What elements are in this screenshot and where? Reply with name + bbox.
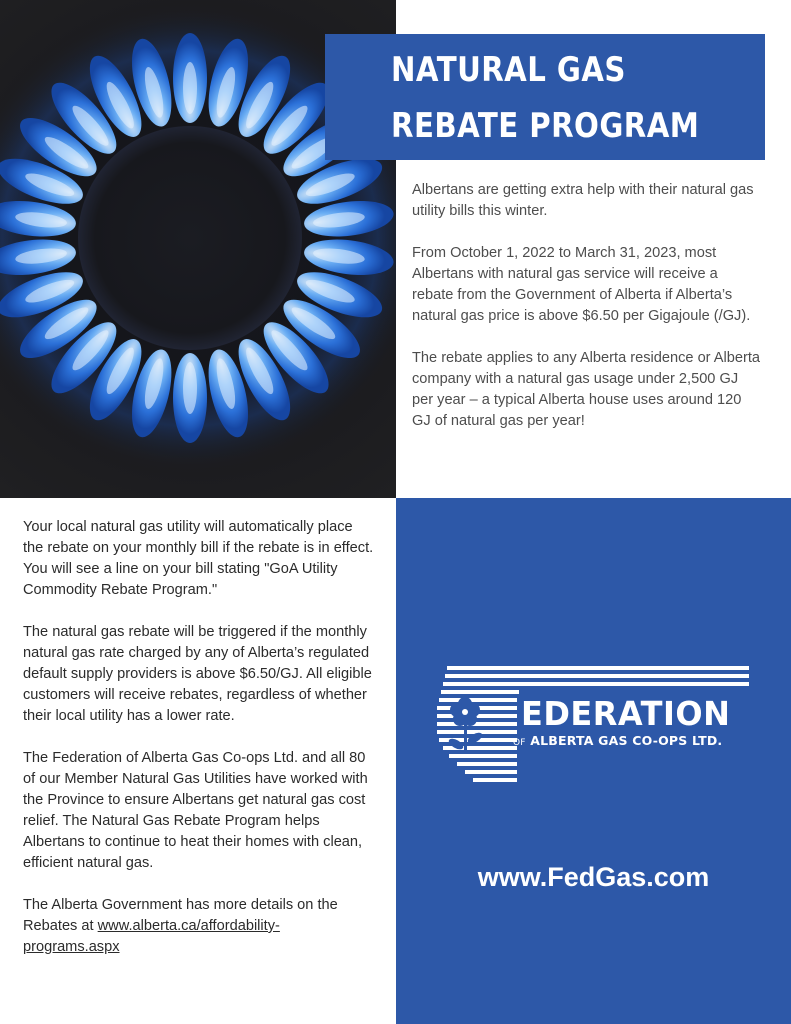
logo-subtitle-rest: ALBERTA GAS CO-OPS LTD.: [530, 733, 723, 748]
intro-paragraph-3: The rebate applies to any Alberta residence or Alberta company with a natural gas usage under 2,500 GJ per year – a typical Alberta house uses around 120 GJ of natural gas per year!: [412, 350, 761, 429]
logo-subtitle: [513, 733, 722, 748]
title-line-2: REBATE PROGRAM: [391, 106, 700, 146]
title-banner: [325, 34, 765, 160]
body-paragraph-1: Your local natural gas utility will automatically place the rebate on your monthly bill if the rebate is in effect. You will see a line on your bill stating "GoA Utility Commodity Rebate Program.": [23, 519, 374, 598]
body-paragraph-4-text: The Alberta Government has more details on the Rebates at: [23, 897, 338, 934]
logo-federation-text: EDERATION: [521, 694, 731, 733]
logo-subtitle-of: OF: [513, 738, 526, 748]
body-paragraph-4: [23, 895, 375, 958]
website-url[interactable]: www.FedGas.com: [477, 862, 710, 892]
intro-text: [412, 180, 762, 453]
intro-paragraph-1: Albertans are getting extra help with their natural gas utility bills this winter.: [412, 182, 754, 219]
body-paragraph-3: The Federation of Alberta Gas Co-ops Ltd. and all 80 of our Member Natural Gas Utilities have worked with the Province to ensure Albertans get natural gas cost relief. The Natural Gas Rebate Program helps Albertans to continue to heat their homes with clean, efficient natural gas.: [23, 750, 368, 871]
flame: [173, 353, 207, 443]
body-text: [23, 517, 375, 979]
flame: [173, 33, 207, 123]
title-line-1: NATURAL GAS: [391, 50, 626, 90]
affordability-programs-link[interactable]: www.alberta.ca/affordability-programs.aspx: [23, 918, 280, 955]
body-paragraph-2: The natural gas rebate will be triggered if the monthly natural gas rate charged by any of Alberta’s regulated default supply providers is above $6.50/GJ. All eligible customers will receive rebates, regardless of whether their local utility has a lower rate.: [23, 624, 372, 724]
intro-paragraph-2: From October 1, 2022 to March 31, 2023, most Albertans with natural gas service will receive a rebate from the Government of Alberta if Alberta’s natural gas price is above $6.50 per Gigajoule (/GJ).: [412, 245, 751, 324]
